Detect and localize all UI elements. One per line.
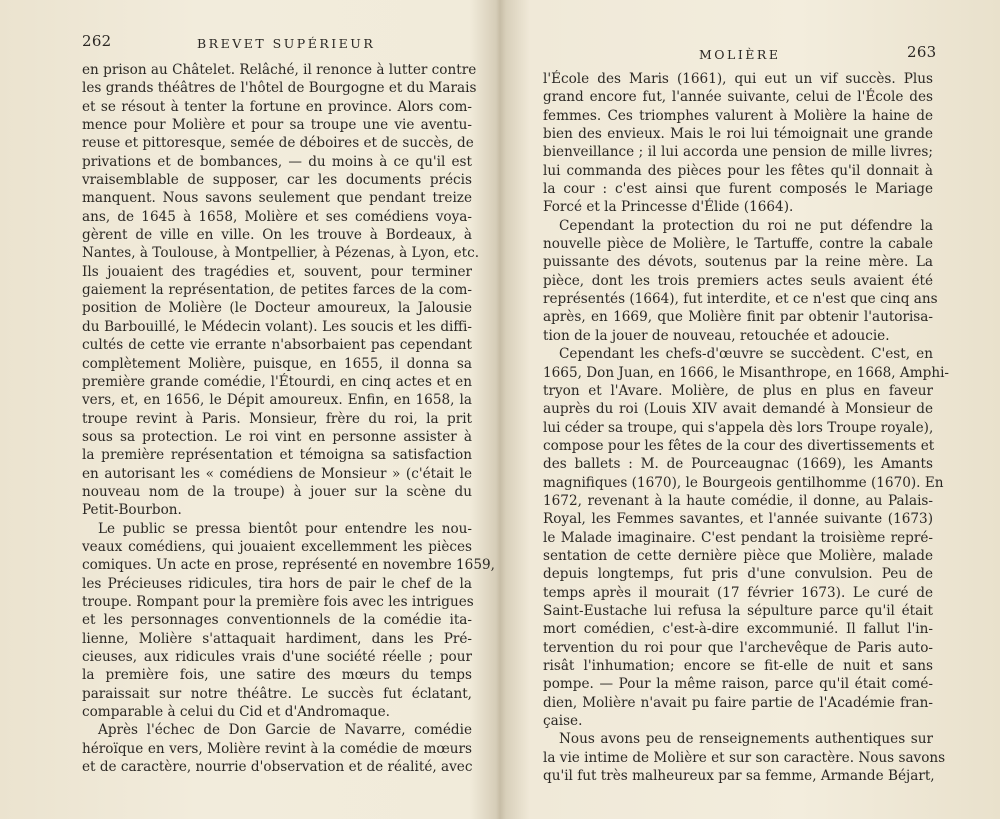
text-line: Cependant les chefs-d'œuvre se succèdent. C'est, en (559, 346, 933, 363)
text-line: première grande comédie, l'Étourdi, en cinq actes et en (82, 373, 472, 390)
page-body-text (543, 70, 950, 785)
text-line: auprès du roi (Louis XIV avait demandé à Monsieur de (543, 401, 933, 418)
running-head: MOLIÈRE (699, 47, 781, 62)
text-line: compose pour les fêtes de la cour des divertissements et (543, 437, 935, 454)
text-line: lienne, Molière s'attaquait hardiment, dans les Pré- (82, 630, 472, 647)
text-line: depuis longtemps, fut pris d'une convulsion. Peu de (543, 566, 933, 583)
text-line: Saint-Eustache lui refusa la sépulture parce qu'il était (543, 602, 933, 619)
text-line: Petit-Bourbon. (82, 502, 182, 519)
text-line: manquent. Nous savons seulement que pendant treize (82, 190, 472, 207)
text-line: tervention du roi pour que l'archevêque de Paris auto- (543, 639, 933, 656)
page-number: 263 (907, 43, 937, 61)
text-line: ans, de 1645 à 1658, Molière et ses comédiens voya- (82, 208, 472, 225)
text-line: l'École des Maris (1661), qui eut un vif succès. Plus (543, 71, 933, 87)
text-line: veaux comédiens, qui jouaient excellemment les pièces (82, 538, 472, 555)
text-line: complètement Molière, puisque, en 1655, il donna sa (82, 355, 472, 372)
text-line: paraissait sur notre théâtre. Le succès fut éclatant, (82, 685, 472, 702)
text-line: risât l'inhumation; encore se fit-elle de nuit et sans (543, 658, 933, 674)
text-line: et de caractère, nourrie d'observation et de réalité, avec (82, 759, 473, 776)
text-line: reuse et pittoresque, semée de déboires et de succès, de (82, 135, 474, 152)
text-line: sentation de cette dernière pièce que Molière, malade (543, 547, 933, 564)
text-line: la cour : c'est ainsi que furent composés le Mariage (543, 181, 933, 198)
text-line: mence pour Molière et pour sa troupe une vie aventu- (82, 117, 472, 134)
text-line: Forcé et la Princesse d'Élide (1664). (543, 199, 794, 216)
text-line: les Précieuses ridicules, tira hors de pair le chef de la (82, 575, 472, 592)
text-line: bienveillance ; il lui accorda une pension de mille livres; (543, 144, 933, 161)
text-line: Le public se pressa bientôt pour entendre les nou- (98, 520, 472, 537)
text-line: puissante des dévots, soutenus par la reine mère. La (543, 254, 933, 271)
text-line: comparable à celui du Cid et d'Andromaque. (82, 704, 390, 721)
text-line: nouvelle pièce de Molière, le Tartuffe, contre la cabale (543, 236, 933, 253)
text-line: cieuses, aux ridicules vrais d'une société réelle ; pour (82, 649, 472, 665)
text-line: en prison au Châtelet. Relâché, il renonce à lutter contre (82, 62, 477, 78)
text-line: bien des envieux. Mais le roi lui témoignait une grande (543, 126, 933, 143)
text-line: position de Molière (le Docteur amoureux, la Jalousie (82, 300, 472, 317)
text-line: troupe. Rompant pour la première fois avec les intrigues (82, 593, 474, 610)
text-line: magnifiques (1670), le Bourgeois gentilhomme (1670). En (543, 474, 944, 491)
text-line: des ballets : M. de Pourceaugnac (1669), les Amants (543, 456, 933, 473)
right-page (500, 0, 1000, 819)
text-line: 1665, Don Juan, en 1666, le Misanthrope, en 1668, Amphi- (543, 364, 950, 381)
text-line: la première représentation et témoigna sa satisfaction (82, 447, 472, 464)
text-line: pièce, dont les trois premiers actes seuls avaient été (543, 272, 933, 289)
text-line: et les personnages conventionnels de la comédie ita- (82, 612, 472, 629)
text-line: en autorisant les « comédiens de Monsieur » (c'était le (82, 465, 472, 482)
text-line: tryon et l'Avare. Molière, de plus en plus en faveur (543, 382, 933, 399)
text-line: dien, Molière n'avait pu faire partie de l'Académie fran- (543, 694, 933, 711)
text-line: du Barbouillé, le Médecin volant). Les soucis et les diffi- (82, 318, 472, 335)
text-line: lui commanda des pièces pour les fêtes qu'il donnait à (543, 162, 933, 179)
text-line: Cependant la protection du roi ne put défendre la (559, 217, 933, 234)
text-line: femmes. Ces triomphes valurent à Molière la haine de (543, 107, 933, 124)
text-line: grand encore fut, l'année suivante, celui de l'École des (543, 89, 933, 106)
text-line: les grands théâtres de l'hôtel de Bourgogne et du Marais (82, 80, 477, 97)
text-line: après, en 1669, que Molière finit par obtenir l'autorisa- (543, 309, 933, 326)
text-line: troupe revint à Paris. Monsieur, frère du roi, la prit (82, 410, 472, 427)
text-line: Nantes, à Toulouse, à Montpellier, à Pézenas, à Lyon, etc. (82, 245, 480, 262)
text-line: vraisemblable de supposer, car les documents précis (82, 172, 472, 189)
running-head: BREVET SUPÉRIEUR (197, 36, 376, 51)
page-body-text (82, 61, 495, 776)
text-line: pompe. — Pour la même raison, parce qu'il était comé- (543, 676, 933, 693)
text-line: tion de la jouer de nouveau, retouchée et adoucie. (543, 327, 890, 344)
text-line: héroïque en vers, Molière revint à la comédie de mœurs (82, 740, 472, 757)
text-line: gaiement la représentation, de petites farces de la com- (82, 282, 472, 299)
text-line: et se résout à tenter la fortune en province. Alors com- (82, 98, 472, 115)
text-line: le Malade imaginaire. C'est pendant la troisième repré- (543, 529, 933, 546)
text-line: qu'il fut très malheureux par sa femme, Armande Béjart, (543, 768, 935, 785)
text-line: Nous avons peu de renseignements authentiques sur (559, 731, 933, 748)
text-line: çaise. (543, 713, 583, 730)
text-line: temps après il mourait (17 février 1673). Le curé de (543, 584, 933, 601)
text-line: la vie intime de Molière et sur son caractère. Nous savons (543, 749, 946, 766)
text-line: vers, et, en 1656, le Dépit amoureux. Enfin, en 1658, la (82, 392, 472, 409)
text-line: représentés (1664), fut interdite, et ce n'est que cinq ans (543, 291, 938, 308)
text-line: gèrent de ville en ville. On les trouve à Bordeaux, à (82, 227, 472, 244)
text-line: lui céder sa troupe, qui s'appela dès lors Troupe royale), (543, 419, 934, 436)
page-number: 262 (82, 32, 112, 50)
text-line: la première fois, une satire des mœurs du temps (82, 667, 472, 684)
text-line: Ils jouaient des tragédies et, souvent, pour terminer (82, 263, 472, 280)
text-line: mort comédien, c'est-à-dire excommunié. Il fallut l'in- (543, 621, 933, 638)
text-line: Après l'échec de Don Garcie de Navarre, comédie (98, 722, 472, 739)
text-line: nouveau nom de la troupe) à jouer sur la scène du (82, 483, 472, 500)
text-line: cultés de cette vie errante n'absorbaient pas cependant (82, 337, 472, 354)
text-line: sous sa protection. Le roi vint en personne assister à (82, 428, 472, 445)
text-line: Royal, les Femmes savantes, et l'année suivante (1673) (543, 511, 933, 528)
text-line: privations et de bombances, — du moins à ce qu'il est (82, 153, 472, 170)
text-line: 1672, revenant à la haute comédie, il donne, au Palais- (543, 492, 933, 509)
text-line: comiques. Un acte en prose, représenté en novembre 1659, (82, 557, 495, 574)
